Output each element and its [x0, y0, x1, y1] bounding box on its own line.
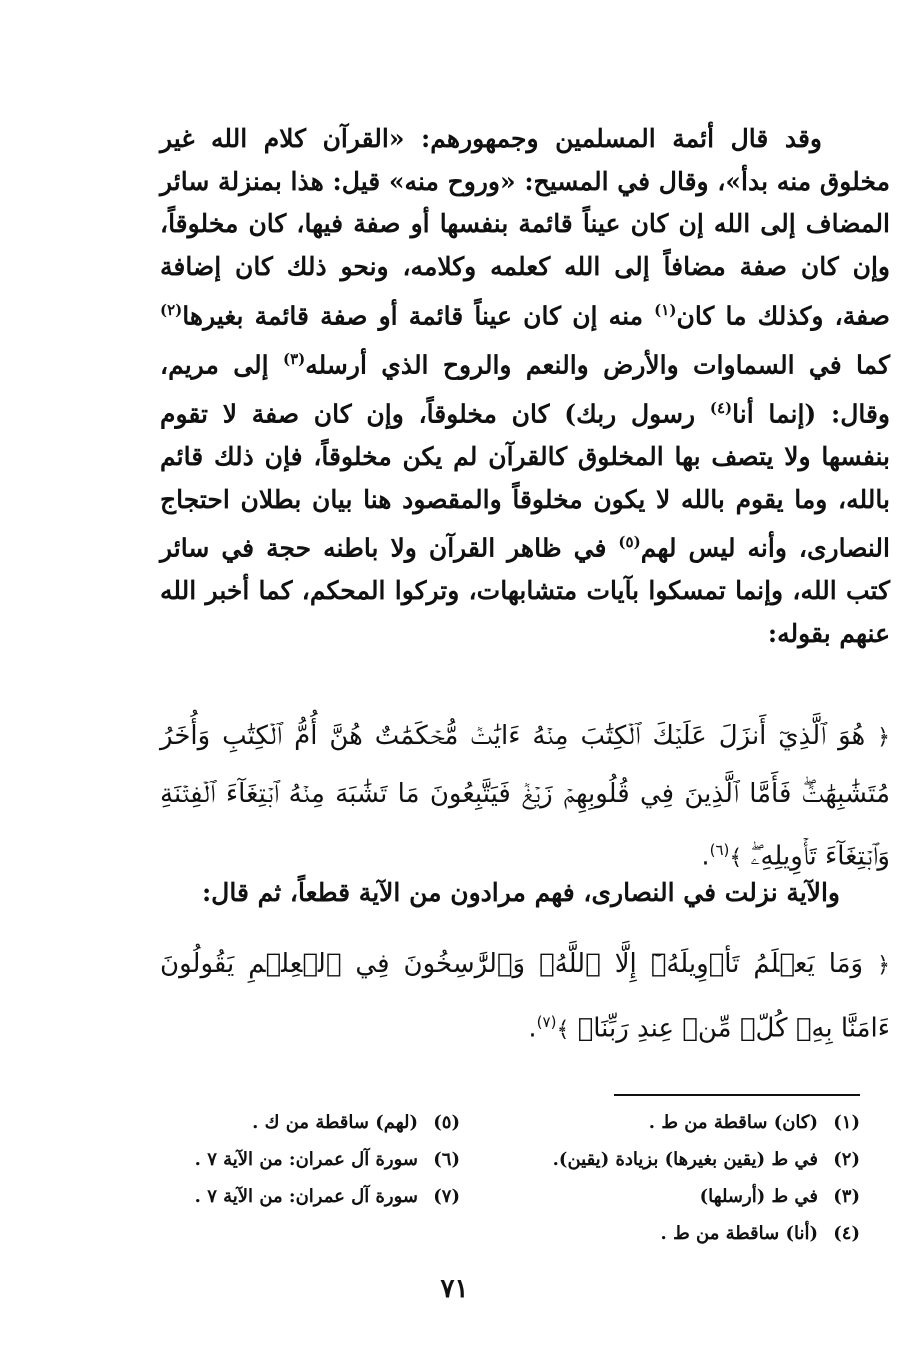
- paragraph-text: كما في السماوات والأرض والنعم والروح الذي أرسله: [305, 350, 890, 380]
- verse-end: .: [528, 1013, 537, 1044]
- footnote-ref-3: (٣): [282, 349, 306, 368]
- verse-close-bracket: ﴾: [729, 845, 743, 871]
- footnote-6: [160, 1141, 460, 1178]
- verse-close-bracket: ﴾: [556, 1017, 570, 1043]
- footnote-ref-7: (٧): [536, 1013, 557, 1031]
- footnote-ref-5: (٥): [618, 533, 641, 552]
- footnote-2: [500, 1141, 860, 1178]
- footnote-ref-6: (٦): [709, 841, 730, 859]
- paragraph-1: [160, 118, 890, 656]
- footnote-number: (٣): [833, 1186, 860, 1207]
- page-number: ٧١: [440, 1274, 469, 1304]
- verse-text: وَمَا يَعۡلَمُ تَأۡوِيلَهُۥٓ إِلَّا ٱللَّهُۗ وَٱلرَّٰسِخُونَ فِي ٱلۡعِلۡمِ يَقُولُونَ ءَامَنَّا بِهِۦ كُلّٞ مِّنۡ عِندِ رَبِّنَاۗ: [160, 949, 890, 1044]
- footnote-number: (٥): [433, 1112, 460, 1133]
- footnote-number: (٤): [833, 1223, 860, 1244]
- middle-sentence: والآية نزلت في النصارى، فهم مرادون من الآية قطعاً، ثم قال:: [201, 878, 840, 907]
- footnote-number: (٧): [433, 1186, 460, 1207]
- footnote-text: (أنا) ساقطة من ط .: [660, 1223, 818, 1244]
- footnote-text: سورة آل عمران: من الآية ٧ .: [194, 1186, 418, 1207]
- footnote-ref-1: (١): [654, 300, 677, 319]
- footnote-1: [500, 1104, 860, 1141]
- footnote-text: سورة آل عمران: من الآية ٧ .: [194, 1149, 418, 1170]
- quran-verse-1: [160, 708, 890, 887]
- verse-open-bracket: ﴿: [877, 725, 890, 750]
- footnote-number: (٢): [833, 1149, 860, 1170]
- footnote-divider: [614, 1094, 860, 1096]
- footnote-7: [160, 1178, 460, 1215]
- verse-text: هُوَ ٱلَّذِيٓ أَنزَلَ عَلَيۡكَ ٱلۡكِتَٰبَ مِنۡهُ ءَايَٰتٞ مُّحۡكَمَٰتٌ هُنَّ أُمُّ ٱلۡكِتَٰبِ وَأُخَرُ مُتَشَٰبِهَٰتٞۖ فَأَمَّا ٱلَّذِينَ فِي قُلُوبِهِمۡ زَيۡغٞ فَيَتَّبِعُونَ مَا تَشَٰبَهَ مِنۡهُ ٱبۡتِغَآءَ ٱلۡفِتۡنَةِ وَٱبۡتِغَآءَ تَأۡوِيلِهِۦۖ: [160, 721, 890, 872]
- footnote-4: [500, 1215, 860, 1252]
- footnote-text: (كان) ساقطة من ط .: [648, 1112, 818, 1133]
- footnote-3: [500, 1178, 860, 1215]
- footnote-5: [160, 1104, 460, 1141]
- footnote-ref-2: (٢): [160, 300, 183, 319]
- footnote-number: (١): [833, 1112, 860, 1133]
- footnote-text: في ط (يقين بغيرها) بزيادة (يقين).: [552, 1149, 818, 1170]
- footnote-text: في ط (أرسلها): [699, 1186, 818, 1207]
- footnotes-right-column: [500, 1104, 860, 1252]
- footnote-number: (٦): [433, 1149, 460, 1170]
- footnote-ref-4: (٤): [709, 398, 733, 417]
- verse-open-bracket: ﴿: [877, 953, 890, 978]
- main-paragraph: [160, 118, 890, 656]
- paragraph-text: في ظاهر القرآن ولا باطنه حجة في سائر كتب الله، وإنما تمسكوا بآيات متشابهات، وتركوا المحكم، كما أخبر الله عنهم بقوله:: [160, 533, 890, 649]
- paragraph-text: منه إن كان عيناً قائمة أو صفة قائمة بغيرها: [182, 301, 655, 331]
- footnote-text: (لهم) ساقطة من ك .: [252, 1112, 418, 1133]
- quran-verse-2: [160, 936, 890, 1059]
- paragraph-text: إلى مريم، وقال: (إنما أنا: [160, 350, 891, 429]
- verse-end: .: [701, 841, 710, 872]
- footnotes-left-column: [160, 1104, 460, 1215]
- paragraph-text: رسول ربك) كان مخلوقاً، وإن كان صفة لا تقوم بنفسها ولا يتصف بها المخلوق كالقرآن لم يكن مخلوقاً، فإن ذلك قائم بالله، وما يقوم بالله لا يكون مخلوقاً والمقصود هنا بيان بطلان احتجاج النصارى، وأنه ليس لهم: [160, 399, 890, 563]
- paragraph-text: وقد قال أئمة المسلمين وجمهورهم: «القرآن كلام الله غير مخلوق منه بدأ»، وقال في المسيح: «وروح منه» قيل: هذا بمنزلة سائر المضاف إلى الله إن كان عيناً قائمة بنفسها أو صفة فيها، كان مخلوقاً، وإن كان صفة مضافاً إلى الله كعلمه وكلامه، ونحو ذلك كان إضافة صفة، وكذلك ما كان: [160, 124, 890, 331]
